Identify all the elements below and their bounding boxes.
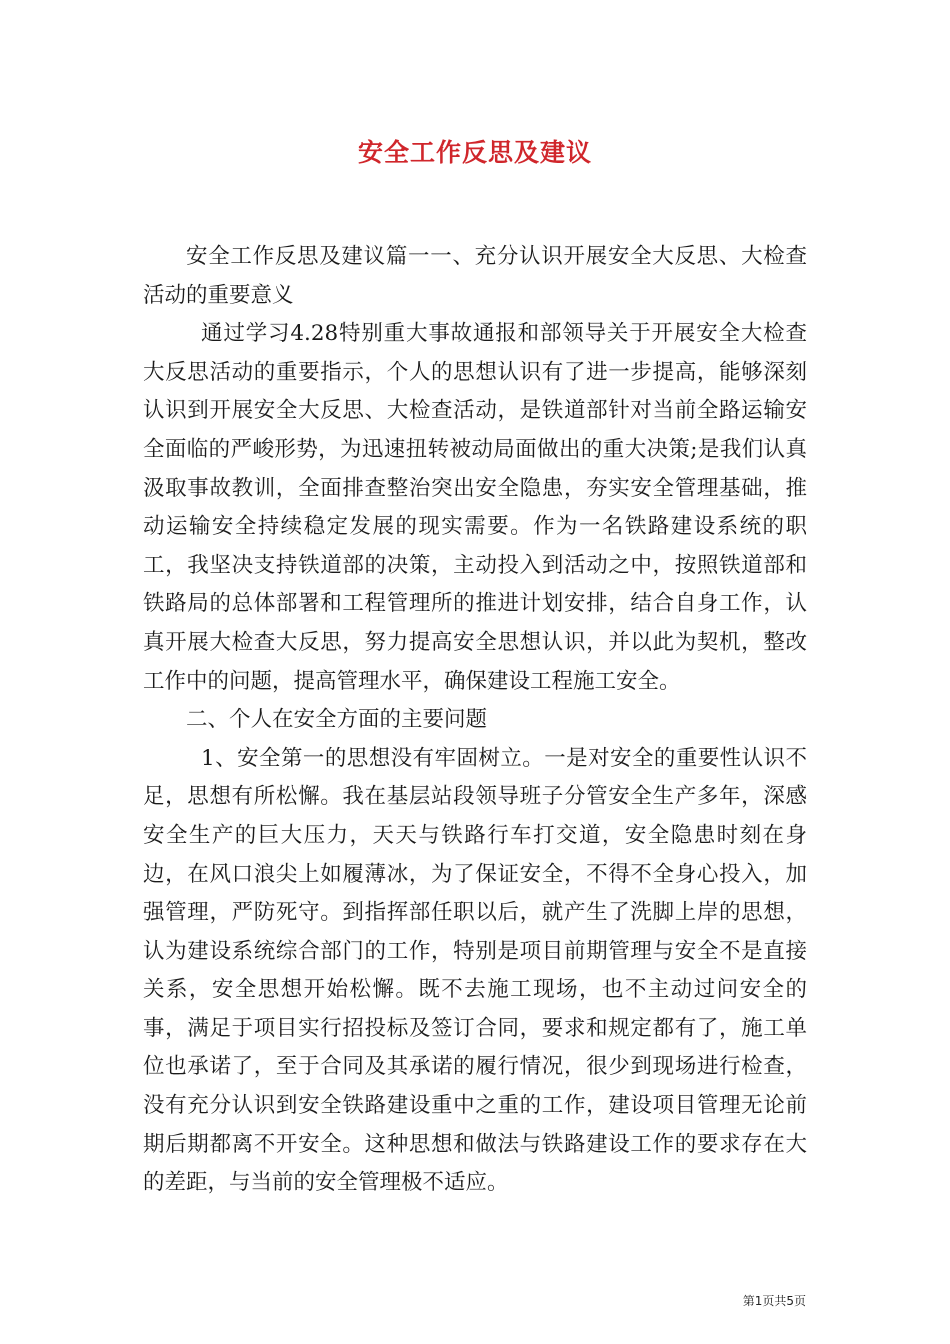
- page-number: 第1页共5页: [742, 1294, 806, 1308]
- paragraph-intro: 安全工作反思及建议篇一一、充分认识开展安全大反思、大检查活动的重要意义: [143, 244, 807, 308]
- paragraph-section-one: 通过学习4.28特别重大事故通报和部领导关于开展安全大检查大反思活动的重要指示，个人的思想认识有了进一步提高，能够深刻认识到开展安全大反思、大检查活动，是铁道部针对当前全路运输安全面临的严峻形势，为迅速扭转被动局面做出的重大决策;是我们认真汲取事故教训，全面排查整治突出安全隐患，夯实安全管理基础，推动运输安全持续稳定发展的现实需要。作为一名铁路建设系统的职工，我坚决支持铁道部的决策，主动投入到活动之中，按照铁道部和铁路局的总体部署和工程管理所的推进计划安排，结合自身工作，认真开展大检查大反思，努力提高安全思想认识，并以此为契机，整改工作中的问题，提高管理水平，确保建设工程施工安全。: [143, 321, 807, 694]
- document-title: 安全工作反思及建议: [357, 138, 592, 167]
- section-heading-two: 二、个人在安全方面的主要问题: [186, 707, 488, 733]
- document-body: [143, 238, 807, 1203]
- paragraph-problem-one: 1、安全第一的思想没有牢固树立。一是对安全的重要性认识不足，思想有所松懈。我在基层站段领导班子分管安全生产多年，深感安全生产的巨大压力，天天与铁路行车打交道，安全隐患时刻在身边，在风口浪尖上如履薄冰，为了保证安全，不得不全身心投入，加强管理，严防死守。到指挥部任职以后，就产生了洗脚上岸的思想，认为建设系统综合部门的工作，特别是项目前期管理与安全不是直接关系，安全思想开始松懈。既不去施工现场，也不主动过问安全的事，满足于项目实行招投标及签订合同，要求和规定都有了，施工单位也承诺了，至于合同及其承诺的履行情况，很少到现场进行检查，没有充分认识到安全铁路建设重中之重的工作，建设项目管理无论前期后期都离不开安全。这种思想和做法与铁路建设工作的要求存在大的差距，与当前的安全管理极不适应。: [143, 745, 807, 1196]
